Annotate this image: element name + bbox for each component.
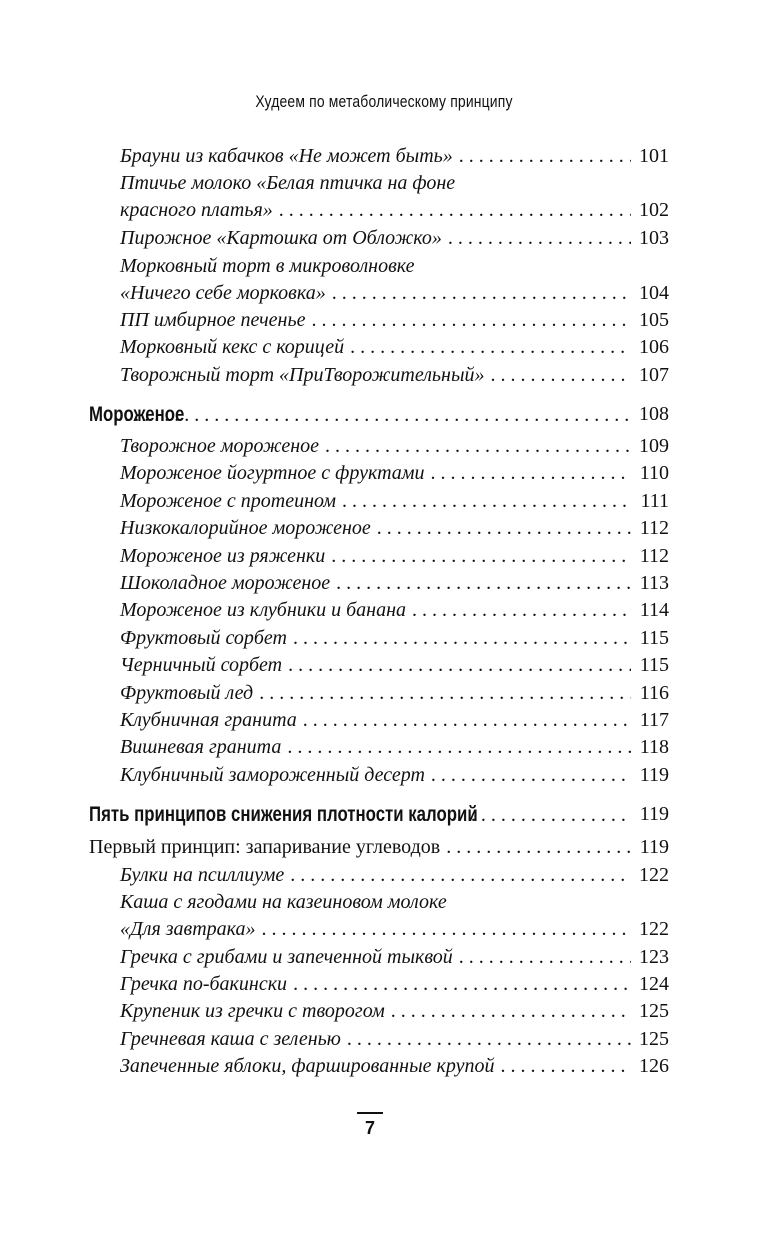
toc-page-number: 119 bbox=[639, 803, 669, 825]
toc-entry-row bbox=[120, 1000, 669, 1028]
toc-page-number: 114 bbox=[639, 599, 669, 621]
toc-entry-row bbox=[120, 973, 669, 1001]
toc-page-number: 106 bbox=[639, 336, 669, 358]
dot-leader bbox=[303, 709, 631, 732]
dot-leader bbox=[350, 336, 631, 359]
toc-entry-row bbox=[120, 145, 669, 173]
toc-entry-title: Гречка по-бакински bbox=[120, 973, 288, 995]
toc-page-number: 109 bbox=[639, 435, 669, 457]
toc-page-number: 125 bbox=[639, 1028, 669, 1050]
dot-leader bbox=[259, 682, 631, 705]
toc-entry-row bbox=[120, 172, 639, 200]
toc-entry-title: Черничный сорбет bbox=[120, 654, 283, 676]
toc-entry-row bbox=[120, 709, 669, 737]
toc-page-number: 112 bbox=[639, 545, 669, 567]
toc-entry-title: ПП имбирное печенье bbox=[120, 309, 306, 331]
toc-entry-title: Морковный торт в микроволновке bbox=[120, 255, 415, 277]
dot-leader bbox=[431, 462, 631, 485]
toc-entry-title: Мороженое с протеином bbox=[120, 490, 337, 512]
toc-page-number: 108 bbox=[639, 403, 669, 425]
toc-entry-row bbox=[120, 682, 669, 710]
dot-leader bbox=[377, 517, 631, 540]
toc-entry-row bbox=[120, 255, 639, 283]
toc-entry-row bbox=[120, 764, 669, 792]
toc-page-number: 113 bbox=[639, 572, 669, 594]
toc-page-number: 122 bbox=[639, 918, 669, 940]
toc-entry-row bbox=[120, 364, 669, 392]
toc-entry-title: Первый принцип: запаривание углеводов bbox=[89, 836, 441, 858]
toc-entry-title: красного платья» bbox=[120, 199, 273, 221]
dot-leader bbox=[391, 1000, 631, 1023]
toc-page-number: 107 bbox=[639, 364, 669, 386]
toc-entry-title: Мороженое из клубники и банана bbox=[120, 599, 407, 621]
toc-page-number: 126 bbox=[639, 1055, 669, 1077]
toc-entry-title: «Ничего себе морковка» bbox=[120, 282, 326, 304]
toc-entry-row bbox=[120, 946, 669, 974]
toc-entry-row bbox=[120, 627, 669, 655]
toc-entry-row bbox=[120, 490, 669, 518]
toc-entry-row bbox=[120, 599, 669, 627]
toc-page-number: 103 bbox=[639, 227, 669, 249]
dot-leader bbox=[290, 864, 631, 887]
toc-entry-title: Гречневая каша с зеленью bbox=[120, 1028, 341, 1050]
dot-leader bbox=[279, 199, 631, 222]
toc-entry-row bbox=[120, 336, 669, 364]
toc-page-number: 110 bbox=[639, 462, 669, 484]
toc-entry-title: Мороженое йогуртное с фруктами bbox=[120, 462, 425, 484]
toc-page-number: 117 bbox=[639, 709, 669, 731]
dot-leader bbox=[293, 627, 631, 650]
toc-page-number: 119 bbox=[639, 764, 669, 786]
toc-page-number: 105 bbox=[639, 309, 669, 331]
toc-entry-title: Каша с ягодами на казеиновом молоке bbox=[120, 891, 447, 913]
dot-leader bbox=[293, 973, 631, 996]
toc-entry-title: Фруктовый сорбет bbox=[120, 627, 287, 649]
toc-page-number: 102 bbox=[639, 199, 669, 221]
toc-entry-row bbox=[120, 1028, 669, 1056]
dot-leader bbox=[347, 1028, 631, 1051]
toc-entry-title: Мороженое из ряженки bbox=[120, 545, 326, 567]
toc-page-number: 115 bbox=[639, 654, 669, 676]
dot-leader bbox=[471, 804, 631, 827]
dot-leader bbox=[500, 1055, 631, 1078]
dot-leader bbox=[311, 309, 631, 332]
toc-page-number: 125 bbox=[639, 1000, 669, 1022]
page-number: 7 bbox=[364, 1118, 375, 1138]
toc-entry-title: Творожный торт «ПриТворожительный» bbox=[120, 364, 485, 386]
dot-leader bbox=[287, 736, 631, 759]
toc-entry-title: «Для завтрака» bbox=[120, 918, 256, 940]
toc-entry-row bbox=[120, 309, 669, 337]
running-head: Худеем по метаболическому принципу bbox=[255, 92, 513, 111]
toc-entry-row bbox=[120, 1055, 669, 1083]
toc-page-number: 116 bbox=[639, 682, 669, 704]
toc-entry-row bbox=[120, 545, 669, 573]
toc-page-number: 124 bbox=[639, 973, 669, 995]
toc-entry-row bbox=[120, 891, 639, 919]
toc-entry-row bbox=[120, 864, 669, 892]
toc-entry-title: Гречка с грибами и запеченной тыквой bbox=[120, 946, 453, 968]
dot-leader bbox=[332, 282, 631, 305]
toc-entry-title: Булки на псиллиуме bbox=[120, 864, 285, 886]
toc-entry-row bbox=[120, 572, 669, 600]
dot-leader bbox=[331, 545, 631, 568]
toc-entry-title: Творожное мороженое bbox=[120, 435, 320, 457]
toc-section-row bbox=[89, 803, 669, 831]
toc-entry-title: Клубничная гранита bbox=[120, 709, 297, 731]
toc-entry-row bbox=[120, 435, 669, 463]
dot-leader bbox=[431, 764, 631, 787]
toc-entry-title: Фруктовый лед bbox=[120, 682, 254, 704]
dot-leader bbox=[459, 946, 631, 969]
toc-entry-title: Пирожное «Картошка от Обложко» bbox=[120, 227, 442, 249]
toc-entry-title: Запеченные яблоки, фаршированные крупой bbox=[120, 1055, 495, 1077]
toc-page-number: 123 bbox=[639, 946, 669, 968]
dot-leader bbox=[262, 918, 631, 941]
toc-page-number: 115 bbox=[639, 627, 669, 649]
toc-entry-title: Морковный кекс с корицей bbox=[120, 336, 345, 358]
dot-leader bbox=[336, 572, 631, 595]
toc-page-number: 101 bbox=[639, 145, 669, 167]
toc-entry-title: Брауни из кабачков «Не может быть» bbox=[120, 145, 453, 167]
dot-leader bbox=[459, 145, 631, 168]
toc-entry-title: Мороженое bbox=[89, 403, 185, 426]
toc-page-number: 119 bbox=[639, 836, 669, 858]
toc-entry-title: Шоколадное мороженое bbox=[120, 572, 331, 594]
dot-leader bbox=[342, 490, 631, 513]
toc-entry-row bbox=[120, 517, 669, 545]
toc-entry-title: Вишневая гранита bbox=[120, 736, 282, 758]
toc-entry-title: Птичье молоко «Белая птичка на фоне bbox=[120, 172, 456, 194]
toc-entry-title: Пять принципов снижения плотности калорий bbox=[89, 803, 478, 826]
toc-entry-title: Низкокалорийное мороженое bbox=[120, 517, 371, 539]
toc-entry-row bbox=[120, 199, 669, 227]
footer-rule bbox=[357, 1112, 383, 1114]
dot-leader bbox=[446, 836, 631, 859]
dot-leader bbox=[491, 364, 632, 387]
toc-entry-row bbox=[120, 227, 669, 255]
toc-entry-row bbox=[120, 282, 669, 310]
dot-leader bbox=[448, 227, 631, 250]
toc-entry-row bbox=[120, 918, 669, 946]
toc-page-number: 112 bbox=[639, 517, 669, 539]
toc-page-number: 104 bbox=[639, 282, 669, 304]
toc-entry-row bbox=[120, 736, 669, 764]
dot-leader bbox=[412, 599, 631, 622]
toc-page-number: 122 bbox=[639, 864, 669, 886]
toc-entry-row bbox=[120, 462, 669, 490]
toc-page-number: 118 bbox=[639, 736, 669, 758]
toc-page-number: 111 bbox=[640, 490, 669, 512]
toc-entry-row bbox=[89, 836, 669, 864]
dot-leader bbox=[288, 654, 631, 677]
toc-entry-title: Клубничный замороженный десерт bbox=[120, 764, 425, 786]
toc-section-row bbox=[89, 403, 669, 431]
toc-entry-title: Крупеник из гречки с творогом bbox=[120, 1000, 385, 1022]
dot-leader bbox=[325, 435, 631, 458]
toc-entry-row bbox=[120, 654, 669, 682]
